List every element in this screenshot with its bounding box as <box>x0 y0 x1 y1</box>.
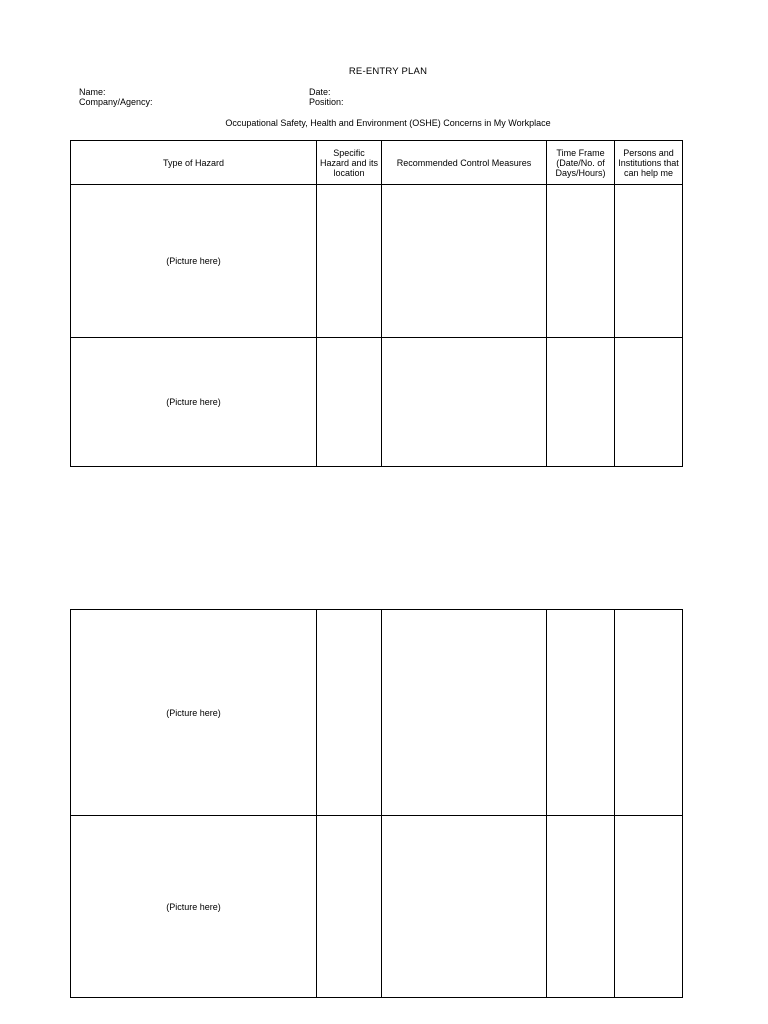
persons-cell[interactable] <box>615 338 683 467</box>
table-row <box>71 338 683 467</box>
picture-placeholder: (Picture here) <box>71 816 317 998</box>
header-type-of-hazard: Type of Hazard <box>71 141 317 185</box>
specific-hazard-cell[interactable] <box>317 610 382 816</box>
position-label: Position: <box>309 97 344 107</box>
table-row <box>71 185 683 338</box>
header-control-measures: Recommended Control Measures <box>382 141 547 185</box>
hazard-table-bottom <box>70 609 683 998</box>
picture-placeholder: (Picture here) <box>71 338 317 467</box>
document-title: RE-ENTRY PLAN <box>348 66 428 77</box>
specific-hazard-cell[interactable] <box>317 816 382 998</box>
table-subtitle: Occupational Safety, Health and Environment (OSHE) Concerns in My Workplace <box>225 118 551 128</box>
time-frame-cell[interactable] <box>547 185 615 338</box>
table-row <box>71 816 683 998</box>
picture-placeholder: (Picture here) <box>71 610 317 816</box>
header-time-frame: Time Frame (Date/No. of Days/Hours) <box>547 141 615 185</box>
specific-hazard-cell[interactable] <box>317 185 382 338</box>
persons-cell[interactable] <box>615 816 683 998</box>
persons-cell[interactable] <box>615 610 683 816</box>
time-frame-cell[interactable] <box>547 816 615 998</box>
picture-placeholder: (Picture here) <box>71 185 317 338</box>
hazard-table-top <box>70 140 683 467</box>
persons-cell[interactable] <box>615 185 683 338</box>
table-row <box>71 610 683 816</box>
control-measures-cell[interactable] <box>382 185 547 338</box>
date-label: Date: <box>309 87 331 97</box>
company-agency-label: Company/Agency: <box>79 97 153 107</box>
header-specific-hazard: Specific Hazard and its location <box>317 141 382 185</box>
specific-hazard-cell[interactable] <box>317 338 382 467</box>
control-measures-cell[interactable] <box>382 816 547 998</box>
name-label: Name: <box>79 87 106 97</box>
time-frame-cell[interactable] <box>547 610 615 816</box>
table-header-row <box>71 141 683 185</box>
header-persons-institutions: Persons and Institutions that can help me <box>615 141 683 185</box>
control-measures-cell[interactable] <box>382 338 547 467</box>
control-measures-cell[interactable] <box>382 610 547 816</box>
time-frame-cell[interactable] <box>547 338 615 467</box>
